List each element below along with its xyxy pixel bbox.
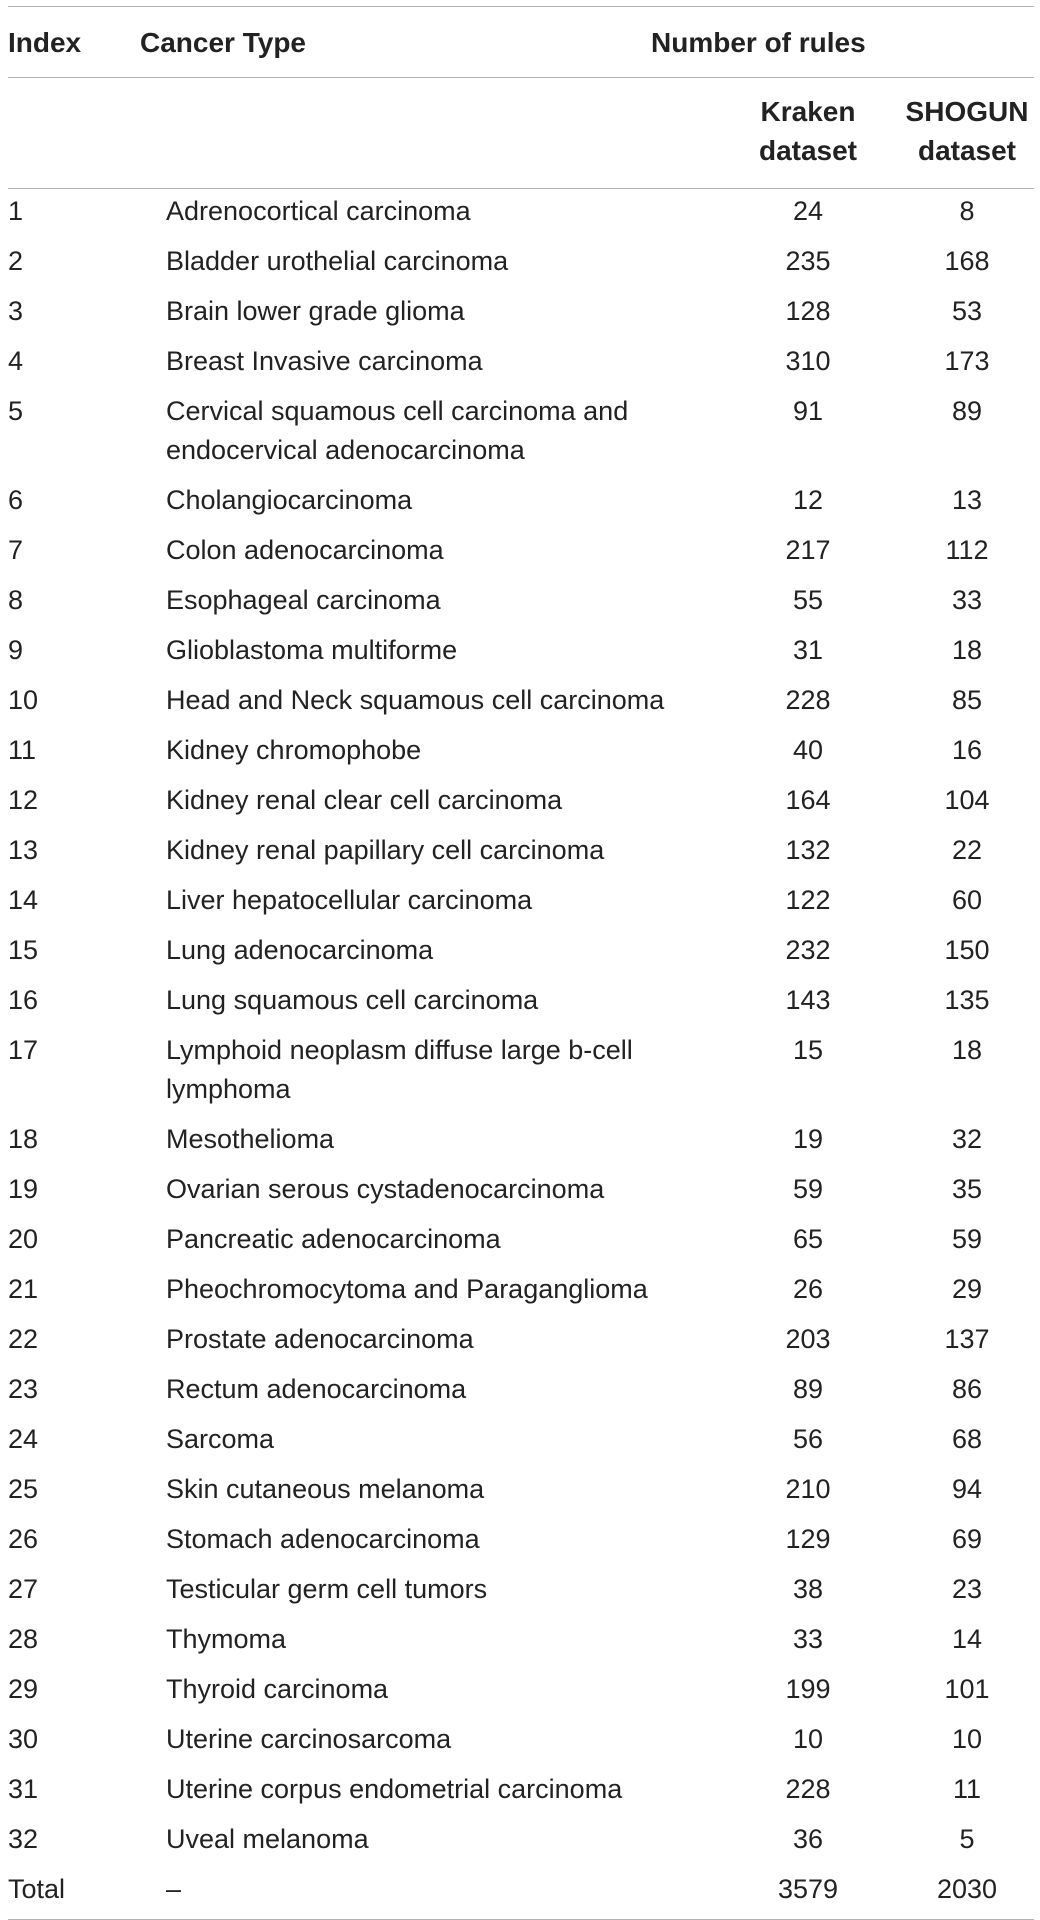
row-shogun-value: 60 bbox=[951, 885, 983, 915]
row-kraken-value: 91 bbox=[792, 396, 824, 426]
cancer-type-line2: lymphoma bbox=[166, 1074, 291, 1104]
cancer-type-line1: Thyroid carcinoma bbox=[166, 1674, 389, 1704]
row-index: 12 bbox=[8, 785, 39, 815]
row-kraken-value: 10 bbox=[792, 1724, 824, 1754]
header-number-of-rules: Number of rules bbox=[651, 27, 866, 58]
cancer-type-line1: Liver hepatocellular carcinoma bbox=[166, 885, 533, 915]
row-index: 9 bbox=[8, 635, 24, 665]
row-index: 7 bbox=[8, 535, 24, 565]
row-index: 26 bbox=[8, 1524, 39, 1554]
rules-table bbox=[8, 6, 1034, 1920]
table-row bbox=[8, 1767, 1034, 1817]
table-row bbox=[8, 778, 1034, 828]
table-row bbox=[8, 928, 1034, 978]
row-kraken-value: 128 bbox=[785, 296, 831, 326]
row-kraken-value: 56 bbox=[792, 1424, 824, 1454]
row-index: 19 bbox=[8, 1174, 39, 1204]
cancer-type-line1: Stomach adenocarcinoma bbox=[166, 1524, 480, 1554]
row-shogun-value: 8 bbox=[959, 196, 975, 226]
row-cancer-type bbox=[166, 1570, 728, 1609]
row-kraken-value: 55 bbox=[792, 585, 824, 615]
cancer-type-line1: Kidney renal papillary cell carcinoma bbox=[166, 835, 605, 865]
row-kraken-value: 217 bbox=[785, 535, 831, 565]
row-index: 2 bbox=[8, 246, 24, 276]
row-shogun-value: 18 bbox=[951, 1035, 983, 1065]
table-row bbox=[8, 678, 1034, 728]
row-cancer-type bbox=[166, 781, 728, 820]
row-cancer-type bbox=[166, 192, 728, 231]
row-shogun-value: 86 bbox=[951, 1374, 983, 1404]
row-index: 25 bbox=[8, 1474, 39, 1504]
row-shogun-value: 112 bbox=[945, 535, 989, 565]
header-kraken-dataset bbox=[728, 92, 888, 170]
cancer-type-line1: Prostate adenocarcinoma bbox=[166, 1324, 474, 1354]
cancer-type-line1: Skin cutaneous melanoma bbox=[166, 1474, 485, 1504]
row-shogun-value: 137 bbox=[944, 1324, 990, 1354]
cancer-type-line1: Uveal melanoma bbox=[166, 1824, 369, 1854]
table-subheader-row bbox=[8, 78, 1034, 188]
cancer-type-line1: Uterine carcinosarcoma bbox=[166, 1724, 452, 1754]
row-shogun-value: 5 bbox=[959, 1824, 975, 1854]
table-row bbox=[8, 1467, 1034, 1517]
row-kraken-value: 65 bbox=[792, 1224, 824, 1254]
header-kraken-line1: Kraken bbox=[760, 96, 856, 127]
cancer-type-line1: Head and Neck squamous cell carcinoma bbox=[166, 685, 665, 715]
table-row bbox=[8, 1567, 1034, 1617]
cancer-type-line1: Bladder urothelial carcinoma bbox=[166, 246, 509, 276]
header-shogun-line2: dataset bbox=[917, 135, 1017, 166]
row-kraken-value: 38 bbox=[792, 1574, 824, 1604]
row-cancer-type bbox=[166, 831, 728, 870]
row-kraken-value: 132 bbox=[785, 835, 831, 865]
row-cancer-type bbox=[166, 1420, 728, 1459]
row-cancer-type bbox=[166, 481, 728, 520]
table-header-row bbox=[8, 7, 1034, 77]
row-kraken-value: 31 bbox=[792, 635, 824, 665]
row-index: 21 bbox=[8, 1274, 39, 1304]
row-cancer-type bbox=[166, 1770, 728, 1809]
row-shogun-value: 33 bbox=[951, 585, 983, 615]
row-index: 22 bbox=[8, 1324, 39, 1354]
table-row bbox=[8, 339, 1034, 389]
table-row bbox=[8, 1417, 1034, 1467]
table-row bbox=[8, 239, 1034, 289]
row-shogun-value: 168 bbox=[944, 246, 990, 276]
row-shogun-value: 85 bbox=[951, 685, 983, 715]
row-cancer-type bbox=[166, 342, 728, 381]
row-shogun-value: 69 bbox=[951, 1524, 983, 1554]
row-index: 6 bbox=[8, 485, 24, 515]
row-shogun-value: 22 bbox=[951, 835, 983, 865]
row-cancer-type bbox=[166, 1170, 728, 1209]
row-cancer-type bbox=[166, 881, 728, 920]
row-index: 31 bbox=[8, 1774, 39, 1804]
row-cancer-type bbox=[166, 1620, 728, 1659]
table-total-row bbox=[8, 1867, 1034, 1919]
table-row bbox=[8, 1517, 1034, 1567]
row-cancer-type bbox=[166, 242, 728, 281]
table-row bbox=[8, 1317, 1034, 1367]
row-cancer-type bbox=[166, 1470, 728, 1509]
row-kraken-value: 122 bbox=[785, 885, 831, 915]
header-shogun-dataset bbox=[888, 92, 1040, 170]
row-index: 1 bbox=[8, 196, 24, 226]
table-row bbox=[8, 978, 1034, 1028]
row-kraken-value: 210 bbox=[785, 1474, 831, 1504]
row-index: 17 bbox=[8, 1035, 39, 1065]
table-row bbox=[8, 1167, 1034, 1217]
row-shogun-value: 29 bbox=[951, 1274, 983, 1304]
total-label: Total bbox=[8, 1874, 66, 1904]
table-row bbox=[8, 1117, 1034, 1167]
cancer-type-line1: Cervical squamous cell carcinoma and bbox=[166, 396, 629, 426]
cancer-type-line1: Testicular germ cell tumors bbox=[166, 1574, 488, 1604]
row-shogun-value: 14 bbox=[951, 1624, 983, 1654]
row-shogun-value: 94 bbox=[951, 1474, 983, 1504]
total-type: – bbox=[166, 1874, 182, 1904]
row-kraken-value: 12 bbox=[792, 485, 824, 515]
total-kraken: 3579 bbox=[777, 1874, 839, 1904]
table-row bbox=[8, 628, 1034, 678]
cancer-type-line1: Colon adenocarcinoma bbox=[166, 535, 444, 565]
header-shogun-line1: SHOGUN bbox=[905, 96, 1029, 127]
row-shogun-value: 104 bbox=[944, 785, 990, 815]
row-kraken-value: 59 bbox=[792, 1174, 824, 1204]
row-cancer-type bbox=[166, 981, 728, 1020]
row-index: 27 bbox=[8, 1574, 39, 1604]
row-shogun-value: 35 bbox=[951, 1174, 983, 1204]
table-row bbox=[8, 478, 1034, 528]
row-shogun-value: 13 bbox=[951, 485, 983, 515]
row-index: 5 bbox=[8, 396, 24, 426]
table-row bbox=[8, 1367, 1034, 1417]
cancer-type-line1: Brain lower grade glioma bbox=[166, 296, 465, 326]
row-cancer-type bbox=[166, 392, 728, 470]
row-shogun-value: 10 bbox=[951, 1724, 983, 1754]
table-row bbox=[8, 1717, 1034, 1767]
row-kraken-value: 19 bbox=[792, 1124, 824, 1154]
row-kraken-value: 232 bbox=[785, 935, 831, 965]
header-index: Index bbox=[8, 27, 82, 58]
row-shogun-value: 16 bbox=[951, 735, 983, 765]
row-kraken-value: 36 bbox=[792, 1824, 824, 1854]
cancer-type-line1: Lymphoid neoplasm diffuse large b-cell bbox=[166, 1035, 633, 1065]
cancer-type-line1: Thymoma bbox=[166, 1624, 287, 1654]
row-cancer-type bbox=[166, 292, 728, 331]
table-row bbox=[8, 878, 1034, 928]
cancer-type-line1: Pancreatic adenocarcinoma bbox=[166, 1224, 501, 1254]
row-cancer-type bbox=[166, 1720, 728, 1759]
row-index: 14 bbox=[8, 885, 39, 915]
row-kraken-value: 26 bbox=[792, 1274, 824, 1304]
table-row bbox=[8, 1217, 1034, 1267]
cancer-type-line1: Kidney chromophobe bbox=[166, 735, 422, 765]
cancer-type-line2: endocervical adenocarcinoma bbox=[166, 435, 525, 465]
row-cancer-type bbox=[166, 631, 728, 670]
table-row bbox=[8, 1617, 1034, 1667]
table-row bbox=[8, 189, 1034, 239]
cancer-type-line1: Ovarian serous cystadenocarcinoma bbox=[166, 1174, 605, 1204]
row-cancer-type bbox=[166, 531, 728, 570]
cancer-type-line1: Mesothelioma bbox=[166, 1124, 335, 1154]
cancer-type-line1: Glioblastoma multiforme bbox=[166, 635, 458, 665]
row-cancer-type bbox=[166, 1370, 728, 1409]
row-index: 29 bbox=[8, 1674, 39, 1704]
row-index: 8 bbox=[8, 585, 24, 615]
row-shogun-value: 89 bbox=[951, 396, 983, 426]
table-row bbox=[8, 289, 1034, 339]
row-kraken-value: 199 bbox=[785, 1674, 831, 1704]
table-row bbox=[8, 1667, 1034, 1717]
cancer-type-line1: Sarcoma bbox=[166, 1424, 275, 1454]
row-index: 23 bbox=[8, 1374, 39, 1404]
row-shogun-value: 59 bbox=[951, 1224, 983, 1254]
row-cancer-type bbox=[166, 1820, 728, 1859]
table-row bbox=[8, 389, 1034, 478]
row-cancer-type bbox=[166, 1031, 728, 1109]
table-row bbox=[8, 1267, 1034, 1317]
row-index: 24 bbox=[8, 1424, 39, 1454]
cancer-type-line1: Rectum adenocarcinoma bbox=[166, 1374, 467, 1404]
row-cancer-type bbox=[166, 581, 728, 620]
row-cancer-type bbox=[166, 1120, 728, 1159]
row-cancer-type bbox=[166, 931, 728, 970]
row-kraken-value: 40 bbox=[792, 735, 824, 765]
row-kraken-value: 24 bbox=[792, 196, 824, 226]
row-shogun-value: 23 bbox=[951, 1574, 983, 1604]
cancer-type-line1: Lung squamous cell carcinoma bbox=[166, 985, 539, 1015]
row-index: 13 bbox=[8, 835, 39, 865]
row-cancer-type bbox=[166, 1520, 728, 1559]
row-kraken-value: 15 bbox=[792, 1035, 824, 1065]
cancer-type-line1: Esophageal carcinoma bbox=[166, 585, 441, 615]
row-shogun-value: 135 bbox=[944, 985, 990, 1015]
row-index: 32 bbox=[8, 1824, 39, 1854]
row-shogun-value: 18 bbox=[951, 635, 983, 665]
row-index: 10 bbox=[8, 685, 39, 715]
row-index: 30 bbox=[8, 1724, 39, 1754]
table-row bbox=[8, 528, 1034, 578]
row-kraken-value: 310 bbox=[785, 346, 831, 376]
cancer-type-line1: Adrenocortical carcinoma bbox=[166, 196, 471, 226]
row-index: 3 bbox=[8, 296, 24, 326]
row-cancer-type bbox=[166, 1220, 728, 1259]
row-cancer-type bbox=[166, 1320, 728, 1359]
row-shogun-value: 101 bbox=[944, 1674, 990, 1704]
cancer-type-line1: Uterine corpus endometrial carcinoma bbox=[166, 1774, 623, 1804]
total-shogun: 2030 bbox=[936, 1874, 998, 1904]
row-index: 11 bbox=[8, 735, 37, 765]
row-cancer-type bbox=[166, 681, 728, 720]
row-shogun-value: 32 bbox=[951, 1124, 983, 1154]
row-cancer-type bbox=[166, 1270, 728, 1309]
row-kraken-value: 143 bbox=[785, 985, 831, 1015]
row-shogun-value: 11 bbox=[952, 1774, 982, 1804]
row-shogun-value: 173 bbox=[944, 346, 990, 376]
row-cancer-type bbox=[166, 731, 728, 770]
cancer-type-line1: Kidney renal clear cell carcinoma bbox=[166, 785, 563, 815]
row-kraken-value: 33 bbox=[792, 1624, 824, 1654]
row-index: 18 bbox=[8, 1124, 39, 1154]
row-kraken-value: 164 bbox=[785, 785, 831, 815]
row-index: 20 bbox=[8, 1224, 39, 1254]
cancer-type-line1: Pheochromocytoma and Paraganglioma bbox=[166, 1274, 648, 1304]
table-row bbox=[8, 578, 1034, 628]
header-kraken-line2: dataset bbox=[758, 135, 858, 166]
cancer-type-line1: Breast Invasive carcinoma bbox=[166, 346, 483, 376]
cancer-type-line1: Cholangiocarcinoma bbox=[166, 485, 413, 515]
row-shogun-value: 53 bbox=[951, 296, 983, 326]
cancer-type-line1: Lung adenocarcinoma bbox=[166, 935, 434, 965]
row-kraken-value: 228 bbox=[785, 1774, 831, 1804]
row-kraken-value: 235 bbox=[785, 246, 831, 276]
table-row bbox=[8, 728, 1034, 778]
row-kraken-value: 89 bbox=[792, 1374, 824, 1404]
table-body bbox=[8, 189, 1034, 1867]
row-kraken-value: 203 bbox=[785, 1324, 831, 1354]
row-index: 28 bbox=[8, 1624, 39, 1654]
row-index: 15 bbox=[8, 935, 39, 965]
table-row bbox=[8, 1028, 1034, 1117]
row-shogun-value: 68 bbox=[951, 1424, 983, 1454]
row-index: 4 bbox=[8, 346, 24, 376]
header-cancer-type: Cancer Type bbox=[140, 27, 306, 58]
row-kraken-value: 228 bbox=[785, 685, 831, 715]
table-row bbox=[8, 828, 1034, 878]
row-index: 16 bbox=[8, 985, 39, 1015]
row-shogun-value: 150 bbox=[944, 935, 990, 965]
row-kraken-value: 129 bbox=[785, 1524, 831, 1554]
row-cancer-type bbox=[166, 1670, 728, 1709]
table-row bbox=[8, 1817, 1034, 1867]
